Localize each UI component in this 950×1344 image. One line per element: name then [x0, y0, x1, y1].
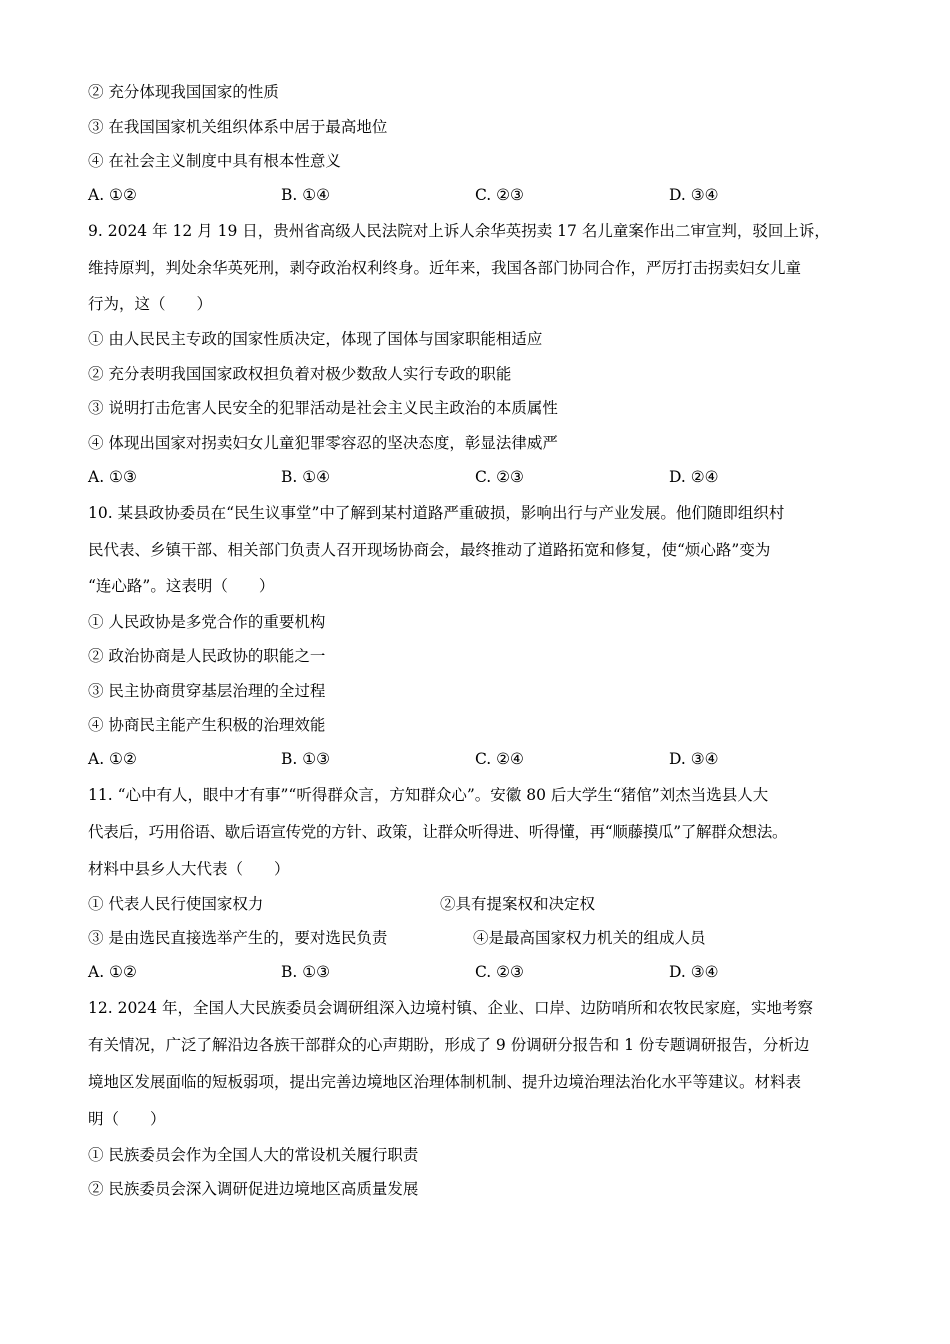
q10-option-2: ② 政治协商是人民政协的职能之一: [88, 647, 326, 665]
q9-stem-line-3: 行为，这（ ）: [88, 295, 213, 313]
q11-option-2: ②具有提案权和决定权: [440, 895, 596, 913]
q8-choice-c: C. ②③: [475, 186, 524, 204]
q11-stem-line-2: 代表后，巧用俗语、歇后语宣传党的方针、政策，让群众听得进、听得懂，再“顺藤摸瓜”了解群众想法。: [88, 823, 788, 841]
q9-stem-line-1: 9. 2024 年 12 月 19 日，贵州省高级人民法院对上诉人余华英拐卖 17 名儿童案作出二审宣判，驳回上诉，: [88, 222, 830, 240]
q9-choice-d: D. ②④: [669, 468, 719, 486]
q8-choices: [88, 185, 788, 205]
q9-choices: [88, 467, 788, 487]
q8-choice-d: D. ③④: [669, 186, 719, 204]
q10-stem-line-2: 民代表、乡镇干部、相关部门负责人召开现场协商会，最终推动了道路拓宽和修复，使“烦心路”变为: [88, 541, 771, 559]
q10-choice-a: A. ①②: [88, 750, 137, 768]
q10-stem-line-3: “连心路”。这表明（ ）: [88, 577, 275, 595]
q12-stem-line-3: 境地区发展面临的短板弱项，提出完善边境地区治理体制机制、提升边境治理法治化水平等建议。材料表: [88, 1073, 802, 1091]
q10-choice-c: C. ②④: [475, 750, 524, 768]
q12-option-2: ② 民族委员会深入调研促进边境地区高质量发展: [88, 1180, 419, 1198]
q9-option-2: ② 充分表明我国国家政权担负着对极少数敌人实行专政的职能: [88, 365, 512, 383]
q11-stem-line-3: 材料中县乡人大代表（ ）: [88, 860, 290, 878]
q9-option-1: ① 由人民民主专政的国家性质决定，体现了国体与国家职能相适应: [88, 330, 543, 348]
q9-choice-a: A. ①③: [88, 468, 137, 486]
q11-choice-a: A. ①②: [88, 963, 137, 981]
q11-stem-line-1: 11. “心中有人，眼中才有事”“听得群众言，方知群众心”。安徽 80 后大学生“猪倌”刘杰当选县人大: [88, 786, 769, 804]
q8-choice-b: B. ①④: [281, 186, 331, 204]
q11-choice-d: D. ③④: [669, 963, 719, 981]
q9-stem-line-2: 维持原判，判处余华英死刑，剥夺政治权利终身。近年来，我国各部门协同合作，严厉打击拐卖妇女儿童: [88, 259, 802, 277]
q9-choice-b: B. ①④: [281, 468, 331, 486]
q11-options-row-1: [88, 894, 788, 914]
q11-choice-c: C. ②③: [475, 963, 524, 981]
q10-choice-b: B. ①③: [281, 750, 331, 768]
q11-options-row-2: [88, 928, 788, 948]
q11-option-1: ① 代表人民行使国家权力: [88, 895, 264, 913]
q12-stem-line-1: 12. 2024 年，全国人大民族委员会调研组深入边境村镇、企业、口岸、边防哨所和农牧民家庭，实地考察: [88, 999, 813, 1017]
q10-option-3: ③ 民主协商贯穿基层治理的全过程: [88, 682, 326, 700]
q8-option-4: ④ 在社会主义制度中具有根本性意义: [88, 152, 341, 170]
q8-option-2: ② 充分体现我国国家的性质: [88, 83, 279, 101]
q11-choices: [88, 962, 788, 982]
q8-choice-a: A. ①②: [88, 186, 137, 204]
q12-option-1: ① 民族委员会作为全国人大的常设机关履行职责: [88, 1146, 419, 1164]
q10-option-1: ① 人民政协是多党合作的重要机构: [88, 613, 326, 631]
q10-stem-line-1: 10. 某县政协委员在“民生议事堂”中了解到某村道路严重破损，影响出行与产业发展。他们随即组织村: [88, 504, 785, 522]
q11-choice-b: B. ①③: [281, 963, 331, 981]
q10-option-4: ④ 协商民主能产生积极的治理效能: [88, 716, 326, 734]
q10-choices: [88, 749, 788, 769]
q12-stem-line-4: 明（ ）: [88, 1110, 166, 1128]
q10-choice-d: D. ③④: [669, 750, 719, 768]
q9-choice-c: C. ②③: [475, 468, 524, 486]
q12-stem-line-2: 有关情况，广泛了解沿边各族干部群众的心声期盼，形成了 9 份调研分报告和 1 份专题调研报告，分析边: [88, 1036, 810, 1054]
q9-option-3: ③ 说明打击危害人民安全的犯罪活动是社会主义民主政治的本质属性: [88, 399, 558, 417]
q8-option-3: ③ 在我国国家机关组织体系中居于最高地位: [88, 118, 388, 136]
q11-option-4: ④是最高国家权力机关的组成人员: [473, 929, 706, 947]
q11-option-3: ③ 是由选民直接选举产生的，要对选民负责: [88, 929, 388, 947]
q9-option-4: ④ 体现出国家对拐卖妇女儿童犯罪零容忍的坚决态度，彰显法律威严: [88, 434, 558, 452]
